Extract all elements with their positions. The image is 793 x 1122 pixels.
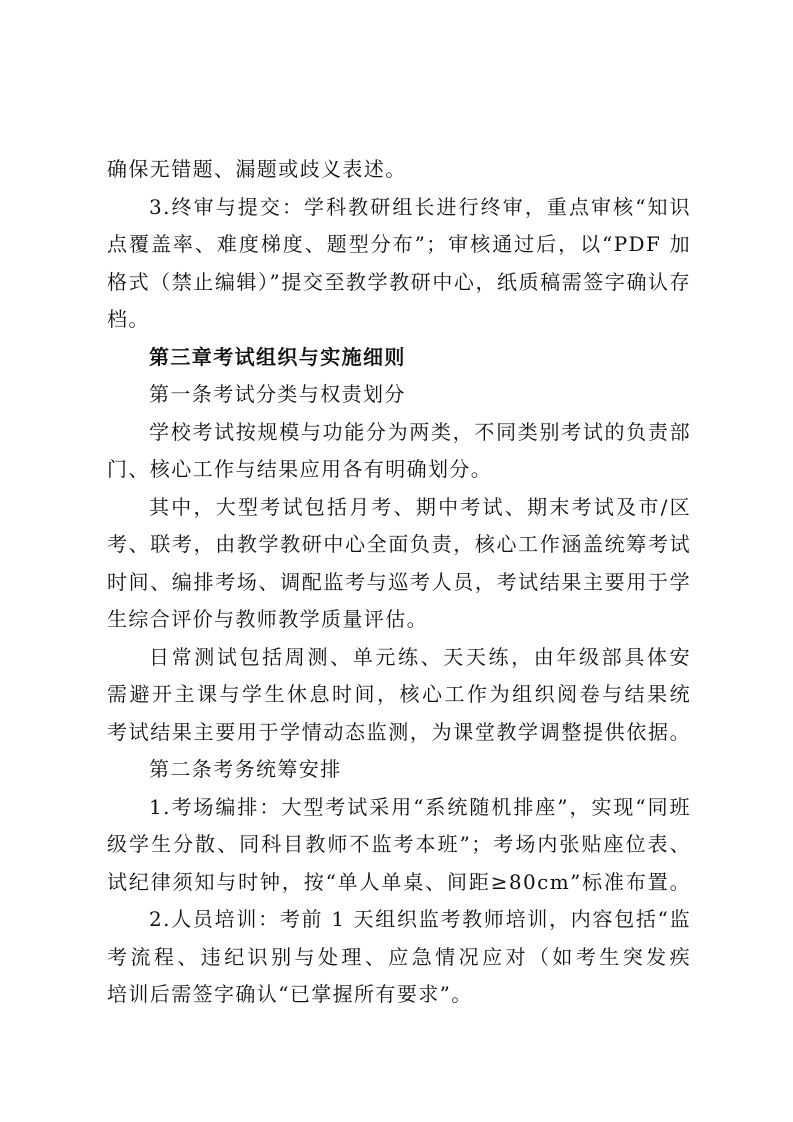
text-line: 1.考场编排：大型考试采用“系统随机排座”，实现“同班 [149,794,691,819]
text-line: 确保无错题、漏题或歧义表述。 [107,157,407,181]
text-line: 生综合评价与教师教学质量评估。 [107,607,428,631]
text-line: 考试结果主要用于学情动态监测，为课堂教学调整提供依据。 [107,719,691,744]
text-line: 时间、编排考场、调配监考与巡考人员，考试结果主要用于学 [107,569,691,594]
text-line: 学校考试按规模与功能分为两类，不同类别考试的负责部 [149,419,691,444]
text-line: 3.终审与提交：学科教研组长进行终审，重点审核“知识 [149,194,691,219]
text-line: 培训后需签字确认“已掌握所有要求”。 [107,982,473,1006]
text-line: 其中，大型考试包括月考、期中考试、期末考试及市/区 [149,494,691,519]
text-line: 试纪律须知与时钟，按“单人单桌、间距≥80cm”标准布置。 [107,869,691,894]
text-line: 档。 [107,307,150,331]
article-heading: 第一条考试分类与权责划分 [149,382,406,406]
text-line: 考、联考，由教学教研中心全面负责，核心工作涵盖统筹考试 [107,532,691,556]
text-line: 门、核心工作与结果应用各有明确划分。 [107,457,493,481]
document-page [107,151,691,1014]
text-line: 需避开主课与学生休息时间，核心工作为组织阅卷与结果统 [107,682,691,706]
text-line: 级学生分散、同科目教师不监考本班”；考场内张贴座位表、 [107,832,691,856]
text-line: 考流程、违纪识别与处理、应急情况应对（如考生突发疾 [107,944,691,969]
text-line: 点覆盖率、难度梯度、题型分布”；审核通过后，以“PDF 加 [107,232,691,256]
text-line: 格式（禁止编辑）”提交至教学教研中心，纸质稿需签字确认存 [107,269,691,294]
text-line: 日常测试包括周测、单元练、天天练，由年级部具体安 [149,644,691,669]
article-heading: 第二条考务统筹安排 [149,757,342,781]
chapter-heading: 第三章考试组织与实施细则 [149,344,406,369]
text-line: 2.人员培训：考前 1 天组织监考教师培训，内容包括“监 [149,907,691,931]
